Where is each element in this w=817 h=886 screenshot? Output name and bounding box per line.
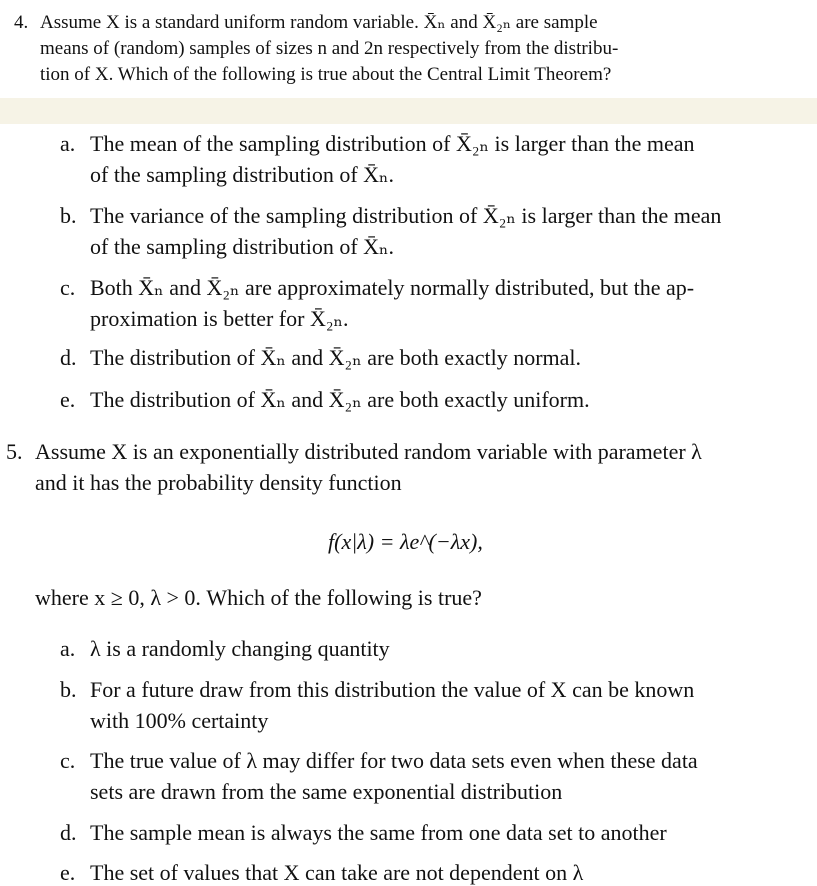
q5-formula: f(x|λ) = λe^(−λx), [328, 529, 483, 554]
q5-option-d-label: d. [60, 820, 77, 845]
q4-stem-line-1: Assume X is a standard uniform random variable. X̄ₙ and X̄₂ₙ are sample [40, 12, 598, 33]
q5-option-c-line-1: The true value of λ may differ for two data sets even when these data [90, 748, 698, 773]
highlight-strip [0, 98, 817, 124]
q5-option-a-line-1: λ is a randomly changing quantity [90, 636, 390, 661]
q4-option-e-line-1: The distribution of X̄ₙ and X̄₂ₙ are both exactly uniform. [90, 387, 590, 412]
q4-option-b-line-2: of the sampling distribution of X̄ₙ. [90, 234, 395, 259]
q4-option-d-label: d. [60, 345, 77, 370]
q5-stem-line-1: Assume X is an exponentially distributed random variable with parameter λ [35, 439, 702, 464]
q5-option-b-line-2: with 100% certainty [90, 708, 269, 733]
q4-option-b-label: b. [60, 203, 77, 228]
q5-stem-line-2: and it has the probability density function [35, 470, 402, 495]
q5-option-b-line-1: For a future draw from this distribution the value of X can be known [90, 677, 695, 702]
q4-option-a-line-1: The mean of the sampling distribution of X̄₂ₙ is larger than the mean [90, 131, 695, 156]
q5-option-a-label: a. [60, 636, 76, 661]
q5-option-c-label: c. [60, 748, 76, 773]
q4-option-a-label: a. [60, 131, 76, 156]
q5-option-b-label: b. [60, 677, 77, 702]
q5-condition: where x ≥ 0, λ > 0. Which of the following is true? [35, 585, 482, 610]
q5-option-c-line-2: sets are drawn from the same exponential distribution [90, 779, 563, 804]
q4-option-b-line-1: The variance of the sampling distribution of X̄₂ₙ is larger than the mean [90, 203, 722, 228]
q4-option-c-line-1: Both X̄ₙ and X̄₂ₙ are approximately normally distributed, but the ap- [90, 275, 695, 300]
q5-option-d-line-1: The sample mean is always the same from one data set to another [90, 820, 667, 845]
q5-number: 5. [6, 439, 23, 464]
q4-option-c-line-2: proximation is better for X̄₂ₙ. [90, 306, 349, 331]
q4-option-c-label: c. [60, 275, 76, 300]
q4-number: 4. [14, 12, 29, 33]
q4-stem-line-3: tion of X. Which of the following is true about the Central Limit Theorem? [40, 64, 612, 85]
q5-option-e-label: e. [60, 860, 76, 885]
q4-option-e-label: e. [60, 387, 76, 412]
q4-stem-line-2: means of (random) samples of sizes n and 2n respectively from the distribu- [40, 38, 619, 59]
q5-option-e-line-1: The set of values that X can take are not dependent on λ [90, 860, 584, 885]
q4-option-d-line-1: The distribution of X̄ₙ and X̄₂ₙ are both exactly normal. [90, 345, 582, 370]
q4-option-a-line-2: of the sampling distribution of X̄ₙ. [90, 162, 395, 187]
